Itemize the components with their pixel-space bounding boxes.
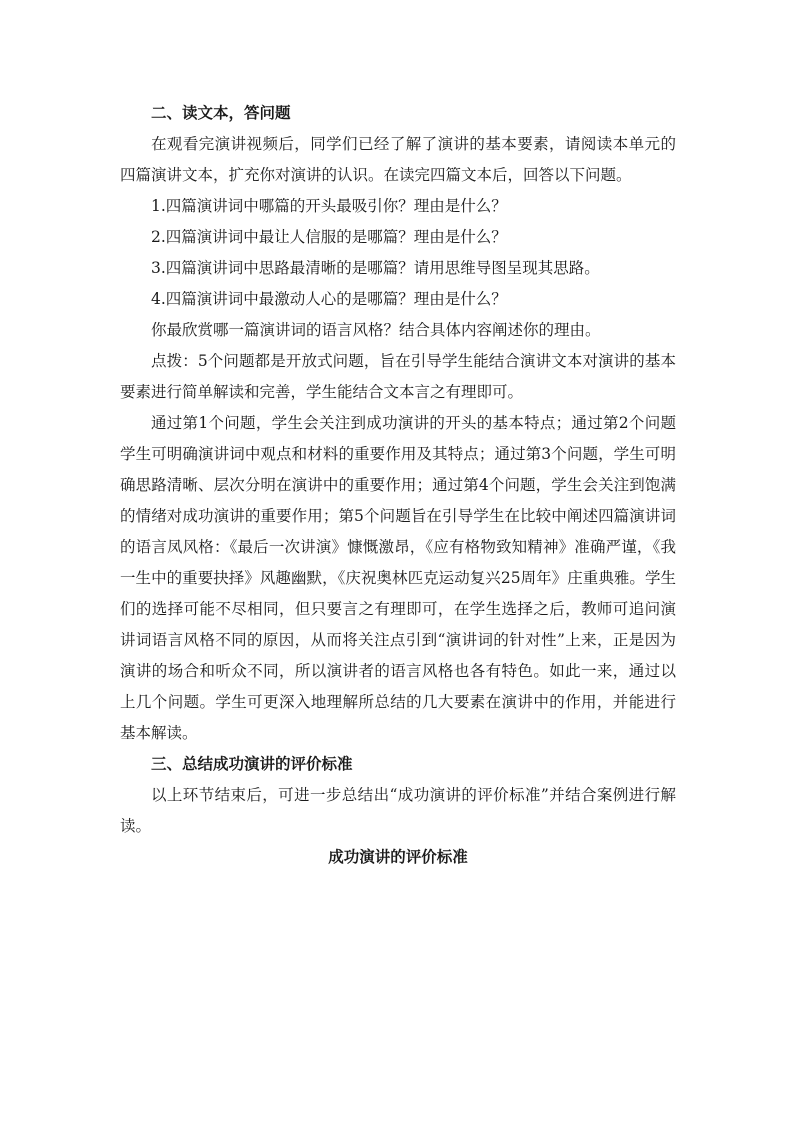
question-item-1: 1.四篇演讲词中哪篇的开头最吸引你？理由是什么？: [151, 197, 507, 215]
section-heading-read-text: 二、读文本，答问题: [151, 104, 291, 122]
section-heading-evaluation-standard: 三、总结成功演讲的评价标准: [151, 755, 353, 773]
tip-paragraph: 点拨：5个问题都是开放式问题，旨在引导学生能结合演讲文本对演讲的基本要素进行简单解读和完善，学生能结合文本言之有理即可。: [120, 352, 676, 401]
question-item-5: 你最欣赏哪一篇演讲词的语言风格？结合具体内容阐述你的理由。: [151, 321, 601, 339]
question-item-3: 3.四篇演讲词中思路最清晰的是哪篇？请用思维导图呈现其思路。: [151, 259, 600, 277]
question-item-4: 4.四篇演讲词中最激动人心的是哪篇？理由是什么？: [151, 290, 507, 308]
question-item-2: 2.四篇演讲词中最让人信服的是哪篇？理由是什么？: [151, 228, 507, 246]
table-title: 成功演讲的评价标准: [328, 848, 468, 866]
section3-intro-paragraph: 以上环节结束后，可进一步总结出“成功演讲的评价标准”并结合案例进行解读。: [120, 786, 676, 835]
analysis-paragraph: 通过第1个问题，学生会关注到成功演讲的开头的基本特点；通过第2个问题学生可明确演讲词中观点和材料的重要作用及其特点；通过第3个问题，学生可明确思路清晰、层次分明在演讲中的重要作用；通过第4个问题，学生会关注到饱满的情绪对成功演讲的重要作用；第5个问题旨在引导学生在比较中阐述四篇演讲词的语言凤风格：《最后一次讲演》慷慨激昂，《应有格物致知精神》准确严谨，《我一生中的重要抉择》风趣幽默，《庆祝奥林匹克运动复兴25周年》庄重典雅。学生们的选择可能不尽相同，但只要言之有理即可，在学生选择之后，教师可追问演讲词语言风格不同的原因，从而将关注点引到“演讲词的针对性”上来，正是因为演讲的场合和听众不同，所以演讲者的语言风格也各有特色。如此一来，通过以上几个问题。学生可更深入地理解所总结的几大要素在演讲中的作用，并能进行基本解读。: [120, 414, 676, 742]
section-intro-paragraph: 在观看完演讲视频后，同学们已经了解了演讲的基本要素，请阅读本单元的四篇演讲文本，扩充你对演讲的认识。在读完四篇文本后，回答以下问题。: [120, 135, 676, 184]
document-page: [120, 98, 676, 873]
